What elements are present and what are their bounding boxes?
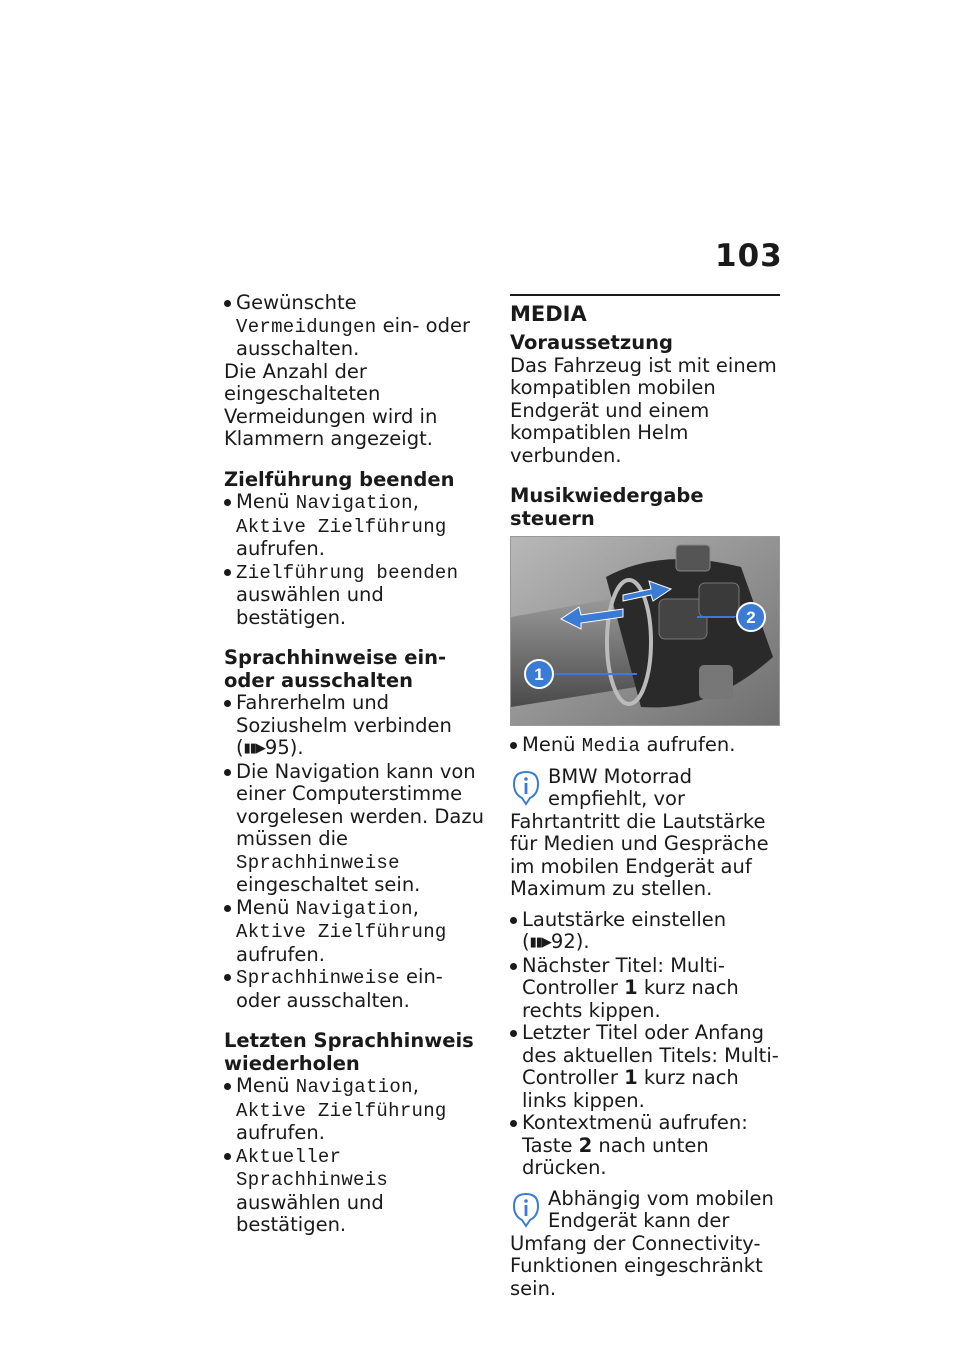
text: aufrufen. <box>236 942 325 966</box>
menu-term: Sprachhinweise <box>236 851 400 874</box>
handlebar-controls-figure <box>510 536 780 726</box>
list-item <box>224 1145 492 1237</box>
text: , <box>412 490 419 513</box>
text: eingeschaltet sein. <box>236 873 421 896</box>
list-item <box>510 909 780 955</box>
list-item <box>224 897 492 967</box>
text: Gewünschte <box>236 291 357 314</box>
text: Menü <box>236 1074 296 1097</box>
text: ein- oder ausschalten. <box>236 313 470 360</box>
info-icon <box>510 768 542 806</box>
list-item <box>510 1022 780 1112</box>
text: , <box>412 1074 419 1097</box>
handlebar-illustration <box>511 537 780 726</box>
text: nach unten drücken. <box>522 1133 709 1179</box>
menu-term: Media <box>581 735 641 757</box>
subsection-heading: Musikwiedergabe steuern <box>510 484 704 530</box>
note-text: Abhängig vom mobilen Endgerät kann der Umfang der Connectivity-Funktionen eingeschränkt sein. <box>510 1186 774 1300</box>
callout-ref: 2 <box>578 1133 593 1157</box>
menu-term: Vermeidungen <box>236 315 377 338</box>
text: aufrufen. <box>236 1121 325 1144</box>
page-ref-arrow-icon: ▮▮▶ <box>243 741 265 756</box>
section-title: MEDIA <box>510 302 587 326</box>
text: auswählen und bestätigen. <box>236 583 384 629</box>
text: Nächster Titel: Multi-Controller <box>522 953 725 999</box>
text: Letzter Titel oder Anfang des aktuellen Titels: Multi-Controller <box>522 1021 779 1089</box>
text: Lautstärke einstellen ( <box>522 907 727 953</box>
info-note <box>510 766 780 901</box>
text: ein- oder ausschalten. <box>236 965 443 1012</box>
list-item <box>224 491 492 561</box>
menu-term: Navigation <box>295 897 413 920</box>
menu-term: Navigation <box>295 492 413 514</box>
text: Die Navigation kann von einer Computerstimme vorgelesen werden. Dazu müssen die <box>236 759 484 850</box>
list-item <box>510 1112 780 1180</box>
callout-ref: 1 <box>624 1066 638 1089</box>
menu-term: Aktueller Sprachhinweis <box>236 1145 389 1191</box>
text: Kontextmenü aufrufen: Taste <box>522 1111 748 1157</box>
text: kurz nach links kippen. <box>522 1066 739 1112</box>
list-item <box>224 561 492 630</box>
page-ref[interactable]: 95 <box>264 736 290 759</box>
text: Menü <box>236 490 296 513</box>
text: ). <box>575 930 590 953</box>
section-heading: Sprachhinweise ein- oder ausschalten <box>224 646 447 692</box>
list-item <box>510 734 780 758</box>
text: aufrufen. <box>640 733 736 756</box>
list-item <box>224 692 492 761</box>
menu-term: Aktive Zielführung <box>236 515 447 538</box>
info-note <box>510 1188 780 1301</box>
info-icon <box>510 1190 542 1228</box>
menu-term: Zielführung beenden <box>236 561 459 584</box>
callout-ref: 1 <box>624 976 638 999</box>
list-item <box>224 1075 492 1145</box>
list-item <box>510 955 780 1023</box>
page-ref[interactable]: 92 <box>550 930 576 953</box>
text: Menü <box>522 733 582 756</box>
text: Menü <box>236 895 296 919</box>
menu-term: Aktive Zielführung <box>236 1099 447 1122</box>
paragraph: Die Anzahl der eingeschalteten Vermeidungen wird in Klammern angezeigt. <box>224 359 438 450</box>
section-heading: Zielführung beenden <box>224 467 455 491</box>
text: aufrufen. <box>236 537 325 560</box>
section-divider <box>510 294 780 296</box>
right-column <box>510 292 780 1300</box>
menu-term: Navigation <box>295 1076 413 1098</box>
page-ref-arrow-icon: ▮▮▶ <box>529 935 551 950</box>
paragraph: Das Fahrzeug ist mit einem kompatiblen mobilen Endgerät und einem kompatiblen Helm verbunden. <box>510 353 777 467</box>
left-column <box>224 292 492 1237</box>
text: ). <box>289 736 304 759</box>
list-item <box>224 292 492 361</box>
text: Fahrerhelm und Soziushelm verbinden ( <box>236 691 452 759</box>
text: auswählen und bestätigen. <box>236 1190 384 1236</box>
section-heading: Letzten Sprachhinweis wiederholen <box>224 1029 474 1075</box>
menu-term: Sprachhinweise <box>236 967 400 989</box>
note-text: BMW Motorrad empfiehlt, vor Fahrtantritt die Lautstärke für Medien und Gespräche im mobilen Endgerät auf Maximum zu stellen. <box>510 764 769 900</box>
menu-term: Aktive Zielführung <box>236 921 447 943</box>
callout-1: 1 <box>534 665 544 684</box>
page-number: 103 <box>715 238 783 274</box>
text: kurz nach rechts kippen. <box>522 976 739 1022</box>
list-item <box>224 761 492 897</box>
text: , <box>412 895 419 919</box>
callout-2: 2 <box>746 608 756 627</box>
subsection-heading: Voraussetzung <box>510 331 673 354</box>
list-item <box>224 966 492 1012</box>
